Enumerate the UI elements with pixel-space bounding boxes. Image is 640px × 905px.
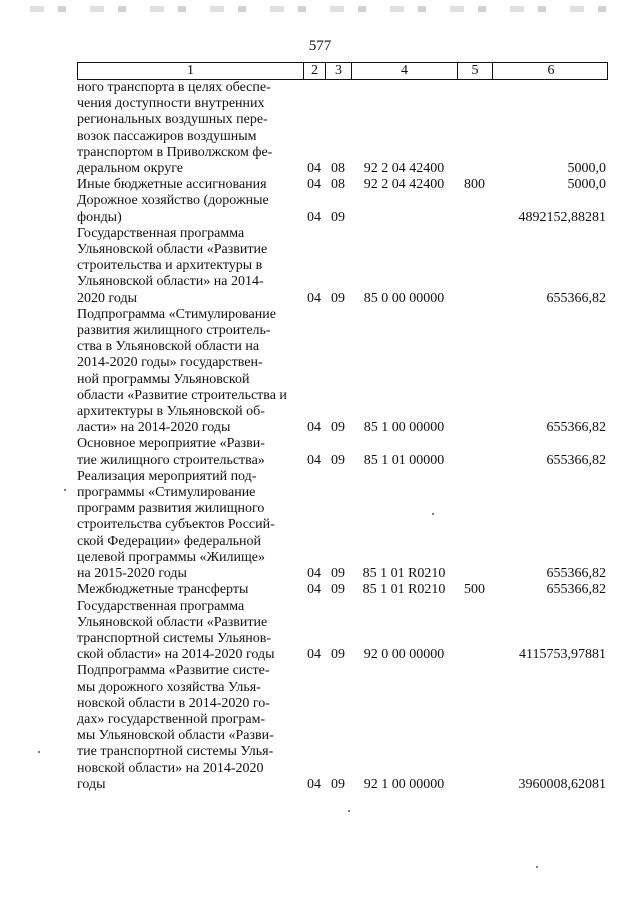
row-name: Дорожное хозяйство (дорожные фонды) xyxy=(77,193,269,225)
row-target-code: 85 0 00 00000 xyxy=(363,290,445,306)
row-name: Межбюджетные трансферты xyxy=(77,582,249,598)
row-name: Подпрограмма «Стимулирование развития жилищного строитель- ства в Ульяновской области на 2014-2020 годы» государствен- ной программы Ульяновской области «Развитие строительства и архитектуры в Ульяновской об- ласти» на 2014-2020 годы xyxy=(77,306,287,436)
row-expense-type: 500 xyxy=(464,582,485,598)
row-name: Подпрограмма «Развитие систе- мы дорожного хозяйства Улья- новской области в 2014-2020 го- дах» государственной програм- мы Ульяновской области «Разви- тие транспортной системы Улья- новской области» на 2014-2020 годы xyxy=(77,663,274,792)
row-section: 04 xyxy=(307,161,321,177)
table-row xyxy=(77,469,608,582)
row-subsection: 08 xyxy=(331,161,345,177)
row-amount: 5000,0 xyxy=(567,161,606,177)
header-col-3: 3 xyxy=(326,63,352,79)
row-amount: 655366,82 xyxy=(546,582,606,598)
row-subsection: 08 xyxy=(331,177,345,193)
scan-dot xyxy=(348,810,350,812)
row-section: 04 xyxy=(307,177,321,193)
header-col-4: 4 xyxy=(352,63,458,79)
row-subsection: 09 xyxy=(331,582,345,598)
page-number: 577 xyxy=(308,38,332,54)
row-section: 04 xyxy=(307,209,321,225)
row-section: 04 xyxy=(307,290,321,306)
table-row xyxy=(77,307,608,437)
table-row xyxy=(77,80,608,177)
row-expense-type: 800 xyxy=(464,177,485,193)
row-subsection: 09 xyxy=(331,776,345,792)
table-row xyxy=(77,663,608,793)
row-amount: 655366,82 xyxy=(546,566,606,582)
row-name: Государственная программа Ульяновской области «Развитие строительства и архитектуры в Ульяновской области» на 2014- 2020 годы xyxy=(77,225,268,306)
table-row xyxy=(77,177,608,193)
row-amount: 4115753,97881 xyxy=(519,647,606,663)
row-name: Основное мероприятие «Разви- тие жилищного строительства» xyxy=(77,436,265,468)
row-amount: 4892152,88281 xyxy=(518,209,606,225)
row-target-code: 85 1 01 R0210 xyxy=(362,582,446,598)
row-name: Иные бюджетные ассигнования xyxy=(77,177,267,193)
row-amount: 655366,82 xyxy=(546,290,606,306)
row-amount: 5000,0 xyxy=(567,177,606,193)
row-target-code: 92 0 00 00000 xyxy=(363,647,445,663)
row-amount: 655366,82 xyxy=(546,420,606,436)
table-header xyxy=(77,62,608,80)
row-target-code: 85 1 00 00000 xyxy=(363,420,445,436)
row-name: ного транспорта в целях обеспе- чения доступности внутренних региональных воздушных пере- возок пассажиров воздушным транспортом в Приволжском фе- деральном округе xyxy=(77,80,273,177)
row-subsection: 09 xyxy=(331,290,345,306)
row-target-code: 92 1 00 00000 xyxy=(363,776,445,792)
row-subsection: 09 xyxy=(331,420,345,436)
scan-dot xyxy=(432,513,434,515)
row-target-code: 92 2 04 42400 xyxy=(363,177,445,193)
scan-dot xyxy=(64,489,66,491)
header-col-5: 5 xyxy=(458,63,493,79)
row-name: Государственная программа Ульяновской области «Развитие транспортной системы Ульянов- ской области» на 2014-2020 годы xyxy=(77,598,275,663)
row-amount: 3960008,62081 xyxy=(518,776,606,792)
row-section: 04 xyxy=(307,582,321,598)
row-section: 04 xyxy=(307,776,321,792)
header-col-1: 1 xyxy=(78,63,304,79)
row-section: 04 xyxy=(307,420,321,436)
row-target-code: 92 2 04 42400 xyxy=(363,161,445,177)
row-section: 04 xyxy=(307,566,321,582)
row-subsection: 09 xyxy=(331,209,345,225)
header-col-6: 6 xyxy=(547,63,555,78)
table-row xyxy=(77,193,608,225)
budget-table-body xyxy=(77,80,608,793)
table-row xyxy=(77,582,608,598)
row-subsection: 09 xyxy=(331,566,345,582)
table-row xyxy=(77,599,608,664)
header-col-2: 2 xyxy=(304,63,326,79)
row-target-code: 85 1 01 R0210 xyxy=(362,566,446,582)
table-row xyxy=(77,226,608,307)
row-target-code: 85 1 01 00000 xyxy=(363,452,445,468)
scan-artifact-marks xyxy=(30,6,620,12)
row-amount: 655366,82 xyxy=(546,452,606,468)
row-subsection: 09 xyxy=(331,452,345,468)
scan-dot xyxy=(38,751,40,753)
scan-dot xyxy=(536,866,538,868)
row-name: Реализация мероприятий под- программы «Стимулирование программ развития жилищного строительства субъектов Россий- ской Федерации» федеральной целевой программы «Жилище» на 2015-2020 годы xyxy=(77,468,275,582)
row-section: 04 xyxy=(307,647,321,663)
table-row xyxy=(77,436,608,468)
row-section: 04 xyxy=(307,452,321,468)
row-subsection: 09 xyxy=(331,647,345,663)
